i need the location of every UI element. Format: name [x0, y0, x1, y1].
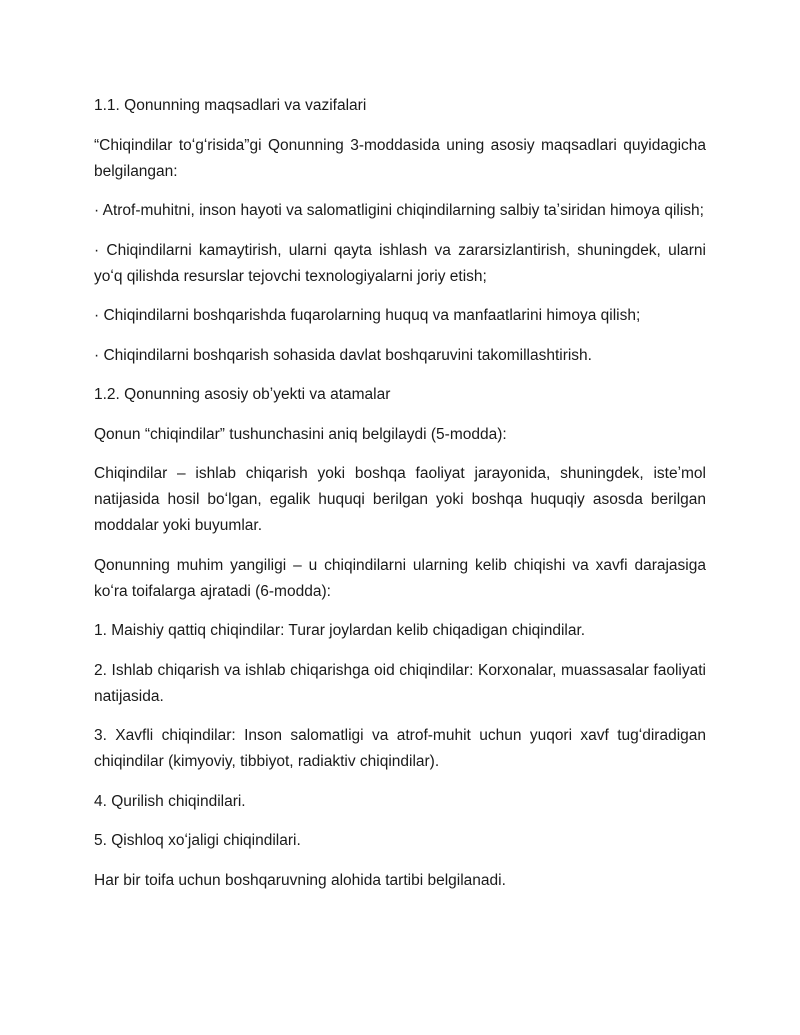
bullet-item: · Atrof-muhitni, inson hayoti va salomatligini chiqindilarning salbiy taʼsiridan himoya qilish; [94, 202, 704, 219]
section-heading: 1.2. Qonunning asosiy obʼyekti va atamalar [94, 386, 391, 403]
numbered-item: 5. Qishloq xoʻjaligi chiqindilari. [94, 832, 301, 849]
body-paragraph: Har bir toifa uchun boshqaruvning alohida tartibi belgilanadi. [94, 871, 506, 889]
bullet-item: · Chiqindilarni boshqarishda fuqarolarning huquq va manfaatlarini himoya qilish; [94, 307, 641, 324]
numbered-item: 4. Qurilish chiqindilari. [94, 792, 246, 810]
bullet-item: · Chiqindilarni boshqarish sohasida davlat boshqaruvini takomillashtirish. [94, 346, 592, 364]
body-paragraph: Qonun “chiqindilar” tushunchasini aniq belgilaydi (5-modda): [94, 425, 507, 443]
numbered-item: 3. Xavfli chiqindilar: Inson salomatligi va atrof-muhit uchun yuqori xavf tugʻdiradigan chiqindilar (kimyoviy, tibbiyot, radiaktiv chiqindilar). [94, 727, 706, 770]
body-paragraph: Qonunning muhim yangiligi – u chiqindilarni ularning kelib chiqishi va xavfi darajasiga koʻra toifalarga ajratadi (6-modda): [94, 556, 706, 600]
body-paragraph: Chiqindilar – ishlab chiqarish yoki boshqa faoliyat jarayonida, shuningdek, isteʼmol natijasida hosil boʻlgan, egalik huquqi berilgan yoki boshqa huquqiy asosda berilgan moddalar yoki buyumlar. [94, 465, 706, 534]
body-paragraph: “Chiqindilar toʻgʻrisida”gi Qonunning 3-moddasida uning asosiy maqsadlari quyidagicha belgilangan: [94, 136, 706, 180]
numbered-item: 1. Maishiy qattiq chiqindilar: Turar joylardan kelib chiqadigan chiqindilar. [94, 622, 586, 639]
document-page [94, 93, 706, 907]
bullet-item: · Chiqindilarni kamaytirish, ularni qayta ishlash va zararsizlantirish, shuningdek, ularni yoʻq qilishda resurslar tejovchi texnologiyalarni joriy etish; [94, 241, 706, 285]
numbered-item: 2. Ishlab chiqarish va ishlab chiqarishga oid chiqindilar: Korxonalar, muassasalar faoliyati natijasida. [94, 661, 706, 705]
section-heading: 1.1. Qonunning maqsadlari va vazifalari [94, 97, 367, 114]
